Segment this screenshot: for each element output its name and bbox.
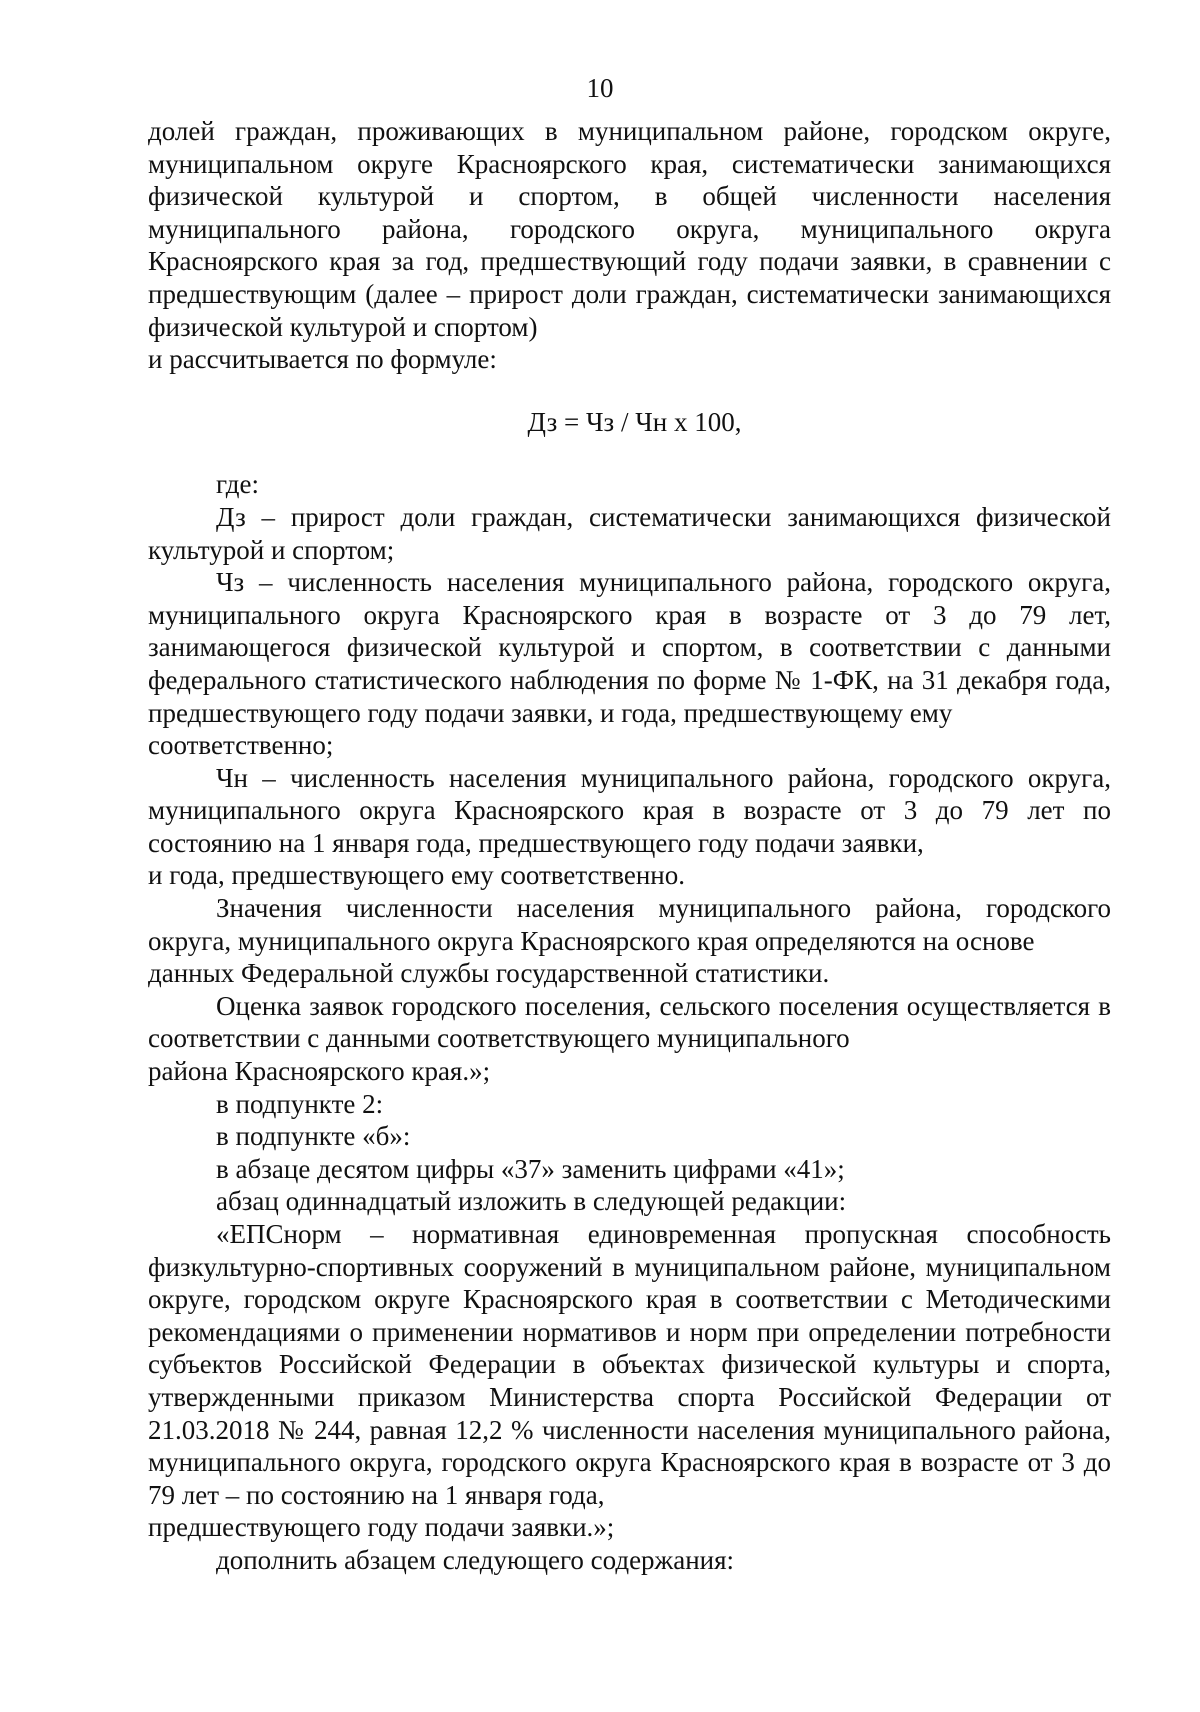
definition-chz: Чз – численность населения муниципального района, городского округа, муниципального округа Красноярского края в возрасте от 3 до 79 лет, занимающегося физической культурой и спортом, в соответствии с данными федерального статистического наблюдения по форме № 1-ФК, на 31 декабря года, предшествующего году подачи заявки, и года, предшествующему ему — [148, 567, 1111, 728]
paragraph-epsnorm-last-line: предшествующего году подачи заявки.»; — [148, 1512, 615, 1543]
definition-chn-last-line: и года, предшествующего ему соответственно. — [148, 860, 685, 891]
paragraph-abzac-11: абзац одиннадцатый изложить в следующей редакции: — [216, 1186, 847, 1217]
paragraph-values-last-line: данных Федеральной службы государственной статистики. — [148, 958, 830, 989]
document-body — [148, 115, 1111, 1577]
paragraph-subpoint-2: в подпункте 2: — [216, 1088, 384, 1119]
definition-chn: Чн – численность населения муниципального района, городского округа, муниципального округа Красноярского края в возрасте от 3 до 79 лет по состоянию на 1 января года, предшествующего году подачи заявки, — [148, 762, 1111, 858]
paragraph-assessment: Оценка заявок городского поселения, сельского поселения осуществляется в соответствии с данными соответствующего муниципального — [148, 990, 1111, 1054]
paragraph-intro-last-line: и рассчитывается по формуле: — [148, 344, 497, 375]
paragraph-subpoint-b: в подпункте «б»: — [216, 1121, 411, 1152]
paragraph-epsnorm: «ЕПСнорм – нормативная единовременная пропускная способность физкультурно-спортивных сооружений в муниципальном районе, муниципальном округе, городском округе Красноярского края в соответствии с Методическими рекомендациями о применении нормативов и норм при определении потребности субъектов Российской Федерации в объектах физической культуры и спорта, утвержденными приказом Министерства спорта Российской Федерации от 21.03.2018 № 244, равная 12,2 % численности населения муниципального района, муниципального округа, городского округа Красноярского края в возрасте от 3 до 79 лет – по состоянию на 1 января года, — [148, 1219, 1111, 1510]
paragraph-assessment-last-line: района Красноярского края.»; — [148, 1056, 491, 1087]
paragraph-intro: долей граждан, проживающих в муниципальном районе, городском округе, муниципальном округе Красноярского края, систематически занимающихся физической культурой и спортом, в общей численности населения муниципального района, городского округа, муниципального округа Красноярского края за год, предшествующий году подачи заявки, в сравнении с предшествующим (далее – прирост доли граждан, систематически занимающихся физической культурой и спортом) — [148, 116, 1111, 342]
where-label: где: — [216, 469, 259, 500]
definition-dz: Дз – прирост доли граждан, систематически занимающихся физической культурой и спортом; — [148, 501, 1111, 565]
paragraph-values: Значения численности населения муниципального района, городского округа, муниципального округа Красноярского края определяются на основе — [148, 893, 1111, 956]
definition-chz-last-line: соответственно; — [148, 730, 334, 761]
paragraph-supplement: дополнить абзацем следующего содержания: — [216, 1544, 735, 1575]
paragraph-abzac-10: в абзаце десятом цифры «37» заменить цифрами «41»; — [216, 1153, 845, 1184]
formula: Дз = Чз / Чн х 100, — [527, 406, 742, 437]
page-number: 10 — [586, 73, 614, 103]
